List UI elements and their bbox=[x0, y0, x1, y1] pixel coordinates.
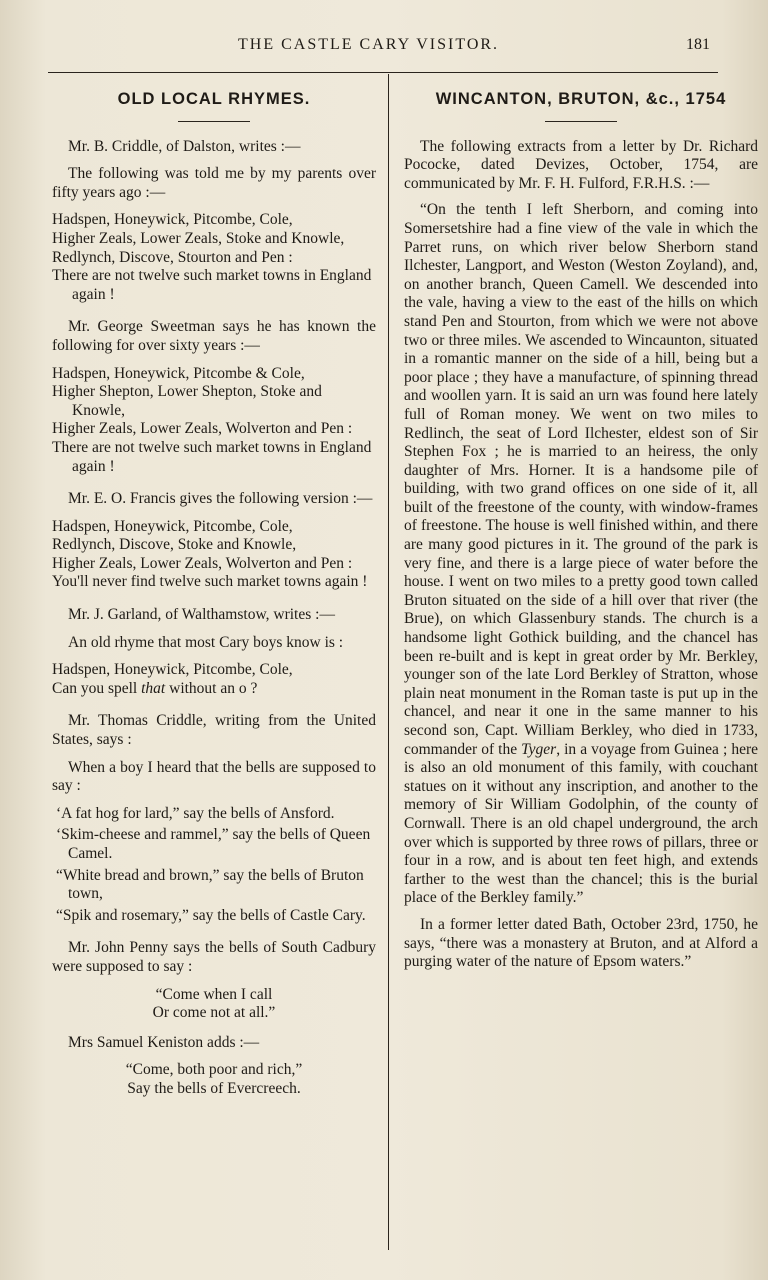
bell-line: “White bread and brown,” say the bells of Bruton town, bbox=[56, 866, 364, 903]
thomas-criddle-intro: Mr. Thomas Criddle, writing from the United States, says : bbox=[52, 712, 376, 749]
keniston-line: “Come, both poor and rich,” bbox=[125, 1061, 303, 1079]
bell-line: ‘Skim-cheese and rammel,” say the bells of Queen Camel. bbox=[56, 826, 371, 862]
rhyme-line: Hadspen, Honeywick, Pitcombe, Cole, bbox=[52, 517, 293, 535]
criddle-rhyme bbox=[52, 211, 376, 304]
letter-body bbox=[404, 201, 758, 908]
penny-line: Or come not at all.” bbox=[152, 1004, 276, 1022]
rhyme-line: Hadspen, Honeywick, Pitcombe & Cole, bbox=[52, 364, 305, 382]
garland-intro: Mr. J. Garland, of Walthamstow, writes :— bbox=[68, 606, 335, 624]
later-letter: In a former letter dated Bath, October 23rd, 1750, he says, “there was a monastery at Bruton, and at Alford a purging water of the nature of Epsom waters.” bbox=[404, 915, 758, 971]
title-rule bbox=[545, 121, 617, 122]
title-rule bbox=[178, 121, 250, 122]
rhyme-text: without an o ? bbox=[165, 679, 258, 697]
thomas-criddle-intro-2: When a boy I heard that the bells are supposed to say : bbox=[52, 758, 376, 795]
sweetman-intro: Mr. George Sweetman says he has known the following for over sixty years :— bbox=[52, 318, 376, 354]
rhyme-emphasis: that bbox=[141, 679, 166, 697]
letter-text: “On the tenth I left Sherborn, and coming into Somersetshire had a fine view of the vale in which the Parret runs, on which river below Sherborn stand Ilchester, Langport, and Weston (Weston Zoyland), and, on another branch, Queen Camell. We descended into the vale, having a view to the east of the hills on which stand Pen and Stourton, from which we were not above two or three miles. We ascended to Wincaunton, situated in a romantic manner on the side of a hill, being but a poor place ; they have a manufacture, of spinning thread and woollen yarn. It is said an urn was found here lately full of Roman money. We went on two miles to Redlinch, the seat of Lord Ilchester, eldest son of Sir Stephen Fox ; he is married to an heiress, the only daughter of Mrs. Horner. It is a handsome pile of building, with two grand offices on one side of it, all built of the freestone of the county, with window-frames of freestone. The house is well finished within, and there are many good pictures in it. The ground of the park is very fine, and there is a large piece of water before the house. I went on two miles to a pretty good town called Bruton situated on the side of a hill over that river (the Brue), on which Glassenbury stands. The church is a handsome light Gothick building, and the chancel has been re-built and is kept in great order by Mr. Berkley, younger son of the late Lord Berkley of Stratton, whose plain neat monument in the Roman taste is put up in the chancel, and near it one in the same manner to his second son, Capt. William Berkley, who died in 1733, commander of the bbox=[404, 201, 758, 758]
criddle-intro-2: The following was told me by my parents over fifty years ago :— bbox=[52, 165, 376, 201]
penny-intro: Mr. John Penny says the bells of South Cadbury were supposed to say : bbox=[52, 939, 376, 975]
rhyme-line: Hadspen, Honeywick, Pitcombe, Cole, bbox=[52, 211, 293, 229]
left-article-title: OLD LOCAL RHYMES. bbox=[117, 90, 311, 108]
bell-line: “Spik and rosemary,” say the bells of Castle Cary. bbox=[56, 906, 366, 924]
garland-rhyme bbox=[52, 661, 376, 698]
journal-title: THE CASTLE CARY VISITOR. bbox=[238, 36, 500, 53]
running-head bbox=[0, 36, 768, 60]
rhyme-line: Higher Zeals, Lower Zeals, Wolverton and Pen : bbox=[52, 554, 353, 572]
rhyme-line: Higher Zeals, Lower Zeals, Stoke and Knowle, bbox=[52, 229, 345, 247]
ship-name: Tyger bbox=[521, 740, 557, 758]
keniston-intro: Mrs Samuel Keniston adds :— bbox=[68, 1033, 260, 1051]
garland-intro-2: An old rhyme that most Cary boys know is : bbox=[68, 633, 344, 651]
rhyme-line bbox=[52, 680, 376, 699]
francis-intro: Mr. E. O. Francis gives the following version :— bbox=[68, 490, 373, 508]
sweetman-rhyme bbox=[52, 365, 376, 477]
right-article-title: WINCANTON, BRUTON, &c., 1754 bbox=[435, 90, 727, 108]
bells-rhyme bbox=[52, 805, 376, 926]
penny-line: “Come when I call bbox=[155, 985, 273, 1003]
rhyme-line: There are not twelve such market towns in England again ! bbox=[52, 438, 372, 475]
right-column bbox=[404, 86, 758, 972]
rhyme-line: You'll never find twelve such market towns again ! bbox=[52, 573, 368, 591]
rhyme-line: Higher Shepton, Lower Shepton, Stoke and Knowle, bbox=[52, 383, 322, 419]
criddle-intro: Mr. B. Criddle, of Dalston, writes :— bbox=[68, 137, 301, 155]
keniston-line: Say the bells of Evercreech. bbox=[127, 1079, 301, 1097]
letter-text: , in a voyage from Guinea ; here is also an old monument of this family, with couchant statues on it without any inscription, and another to the memory of Sir William Godolphin, of the county of Cornwall. There is an old chapel underground, the arch over which is supported by three rows of pillars, three or four in a row, and is about ten feet high, and extends farther to the west than the chancel; this is the burial place of the Berkley family.” bbox=[404, 740, 758, 907]
rhyme-line: Higher Zeals, Lower Zeals, Wolverton and Pen : bbox=[52, 420, 353, 438]
francis-rhyme bbox=[52, 518, 376, 592]
left-column bbox=[52, 86, 376, 1099]
column-divider bbox=[388, 74, 389, 1250]
rhyme-line: Redlynch, Discove, Stourton and Pen : bbox=[52, 248, 293, 266]
letter-intro: The following extracts from a letter by Dr. Richard Pococke, dated Devizes, October, 1754, are communicated by Mr. F. H. Fulford, F.R.H.S. :— bbox=[404, 137, 758, 192]
rhyme-text: Can you spell bbox=[52, 679, 142, 697]
rhyme-line: Hadspen, Honeywick, Pitcombe, Cole, bbox=[52, 661, 293, 679]
rhyme-line: There are not twelve such market towns in England again ! bbox=[52, 267, 372, 303]
header-rule bbox=[48, 72, 718, 73]
bell-line: ‘A fat hog for lard,” say the bells of Ansford. bbox=[56, 804, 335, 822]
page-number: 181 bbox=[686, 36, 710, 53]
rhyme-line: Redlynch, Discove, Stoke and Knowle, bbox=[52, 536, 297, 554]
